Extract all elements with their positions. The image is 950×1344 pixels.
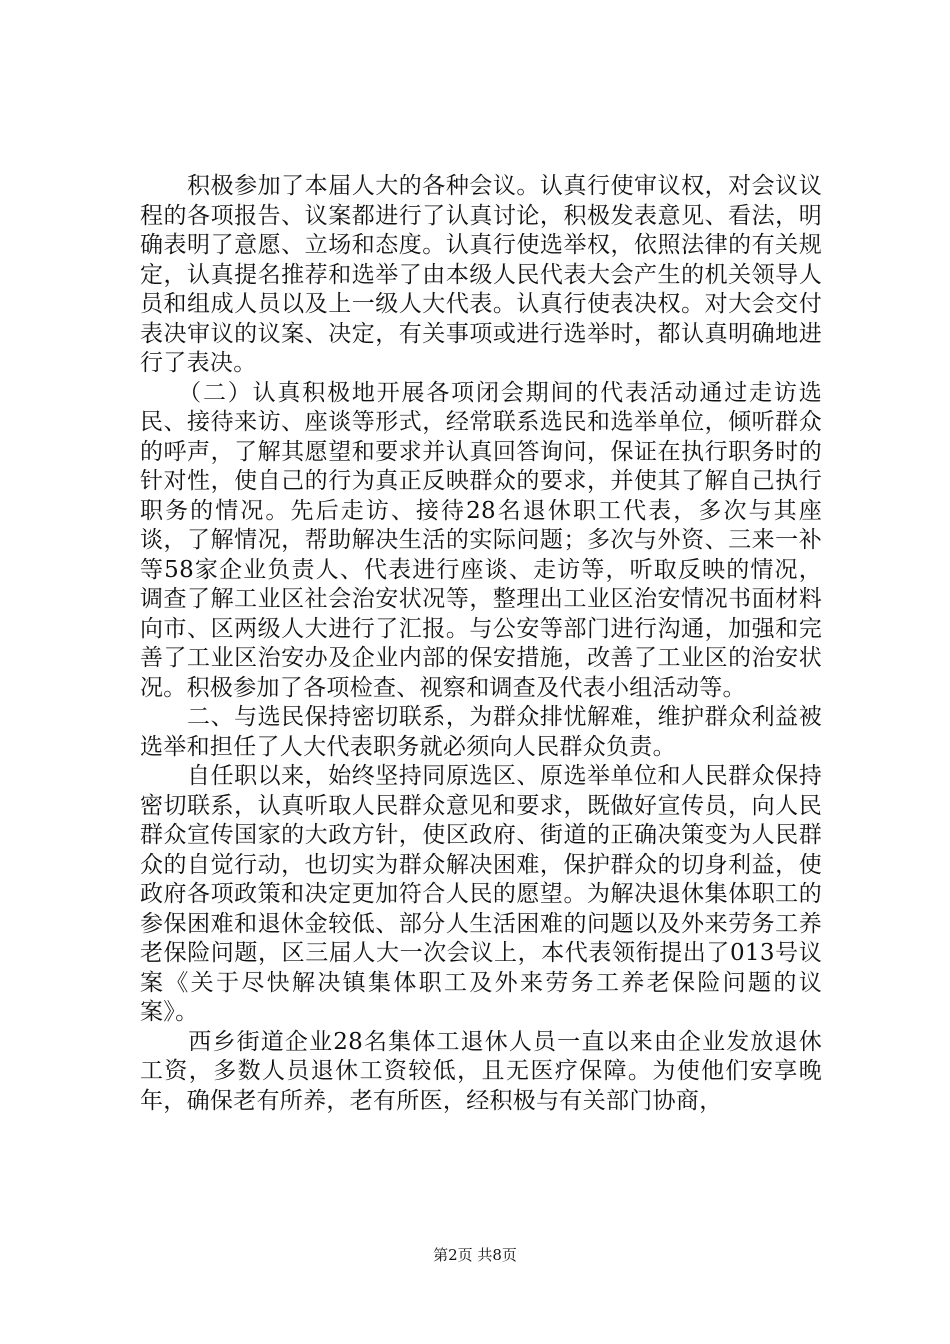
document-body	[140, 172, 822, 1116]
page-number-footer: 第2页 共8页	[433, 1246, 517, 1264]
paragraph-4: 自任职以来，始终坚持同原选区、原选举单位和人民群众保持密切联系，认真听取人民群众意见和要求，既做好宣传员，向人民群众宣传国家的大政方针，使区政府、街道的正确决策变为人民群众的自觉行动，也切实为群众解决困难，保护群众的切身利益，使政府各项政策和决定更加符合人民的愿望。为解决退休集体职工的参保困难和退休金较低、部分人生活困难的问题以及外来劳务工养老保险问题，区三届人大一次会议上，本代表领衔提出了013号议案《关于尽快解决镇集体职工及外来劳务工养老保险问题的议案》。	[140, 763, 822, 1025]
paragraph-5: 西乡街道企业28名集体工退休人员一直以来由企业发放退休工资，多数人员退休工资较低，且无医疗保障。为使他们安享晚年，确保老有所养，老有所医，经积极与有关部门协商，	[140, 1028, 822, 1114]
paragraph-1: 积极参加了本届人大的各种会议。认真行使审议权，对会议议程的各项报告、议案都进行了认真讨论，积极发表意见、看法，明确表明了意愿、立场和态度。认真行使选举权，依照法律的有关规定，认真提名推荐和选举了由本级人民代表大会产生的机关领导人员和组成人员以及上一级人大代表。认真行使表决权。对大会交付表决审议的议案、决定，有关事项或进行选举时，都认真明确地进行了表决。	[140, 173, 822, 376]
paragraph-2: （二）认真积极地开展各项闭会期间的代表活动通过走访选民、接待来访、座谈等形式，经常联系选民和选举单位，倾听群众的呼声，了解其愿望和要求并认真回答询问，保证在执行职务时的针对性，使自己的行为真正反映群众的要求，并使其了解自己执行职务的情况。先后走访、接待28名退休职工代表，多次与其座谈，了解情况，帮助解决生活的实际问题；多次与外资、三来一补等58家企业负责人、代表进行座谈、走访等，听取反映的情况，调查了解工业区社会治安状况等，整理出工业区治安情况书面材料向市、区两级人大进行了汇报。与公安等部门进行沟通，加强和完善了工业区治安办及企业内部的保安措施，改善了工业区的治安状况。积极参加了各项检查、视察和调查及代表小组活动等。	[140, 379, 822, 701]
paragraph-3: 二、与选民保持密切联系，为群众排忧解难，维护群众利益被选举和担任了人大代表职务就必须向人民群众负责。	[140, 704, 822, 760]
